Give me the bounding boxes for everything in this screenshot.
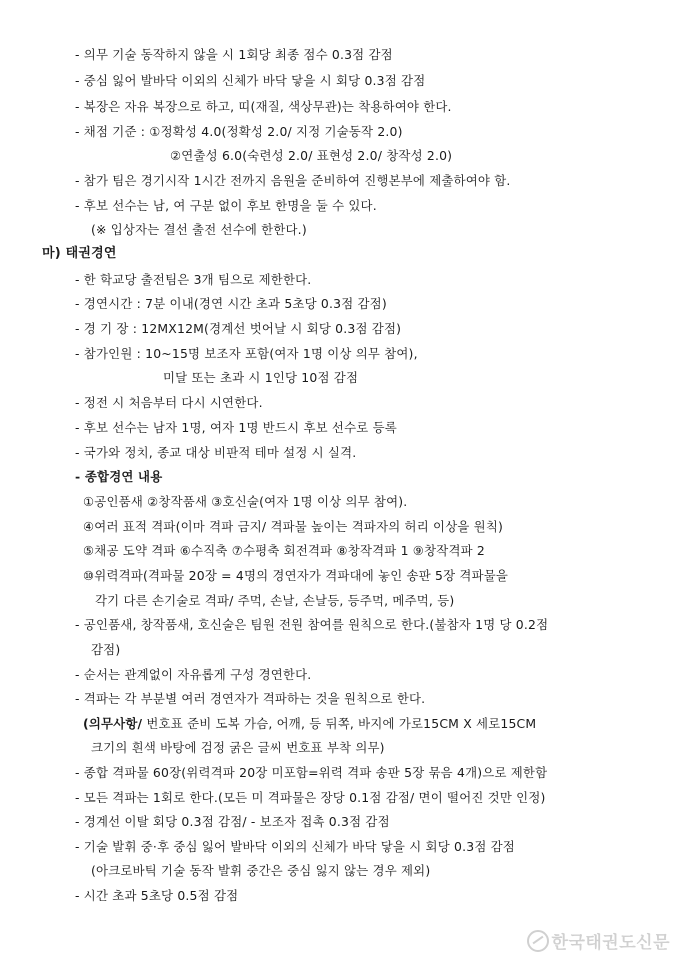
section-heading: 마) 태권경연 (42, 246, 117, 261)
text-line: ④여러 표적 격파(이마 격파 금지/ 격파물 높이는 격파자의 허리 이상을 원칙) (83, 519, 504, 534)
text-line: - 참가인원 : 10~15명 보조자 포함(여자 1명 이상 의무 참여), (75, 346, 418, 361)
text-line: - 정전 시 처음부터 다시 시연한다. (75, 395, 263, 410)
text-line: - 경계선 이탈 회당 0.3점 감점/ - 보조자 접촉 0.3점 감점 (75, 814, 390, 829)
text-line: - 경 기 장 : 12MX12M(경계선 벗어날 시 회당 0.3점 감점) (75, 321, 402, 336)
text-line: - 모든 격파는 1회로 한다.(모든 미 격파물은 장당 0.1점 감점/ 면이 떨어진 것만 인정) (75, 790, 546, 805)
text-line: - 순서는 관계없이 자유롭게 구성 경연한다. (75, 667, 312, 682)
text-line: 감점) (91, 642, 121, 657)
text-line: 크기의 흰색 바탕에 검정 굵은 글씨 번호표 부착 의무) (91, 740, 385, 755)
text-line: ①공인품새 ②창작품새 ③호신술(여자 1명 이상 의무 참여). (83, 494, 408, 509)
text-line: ⑤채공 도약 격파 ⑥수직축 ⑦수평축 회전격파 ⑧창작격파 1 ⑨창작격파 2 (83, 543, 486, 558)
text-line: 각기 다른 손기술로 격파/ 주먹, 손날, 손날등, 등주먹, 메주먹, 등) (95, 593, 455, 608)
text-line: - 국가와 정치, 종교 대상 비판적 테마 설정 시 실격. (75, 445, 357, 460)
text-line: - 중심 잃어 발바닥 이외의 신체가 바닥 닿을 시 회당 0.3점 감점 (75, 73, 426, 88)
text-line: - 한 학교당 출전팀은 3개 팀으로 제한한다. (75, 272, 312, 287)
text-line: - 채점 기준 : ①정확성 4.0(정확성 2.0/ 지정 기술동작 2.0) (75, 124, 403, 139)
text-line: - 후보 선수는 남, 여 구분 없이 후보 한명을 둘 수 있다. (75, 198, 377, 213)
text-line: - 공인품새, 창작품새, 호신술은 팀원 전원 참여를 원칙으로 한다.(불참자 1명 당 0.2점 (75, 617, 549, 632)
text-line: ⑩위력격파(격파물 20장 = 4명의 경연자가 격파대에 놓인 송판 5장 격파물을 (83, 568, 509, 583)
text-line: - 의무 기술 동작하지 않을 시 1회당 최종 점수 0.3점 감점 (75, 47, 393, 62)
text-line: - 참가 팀은 경기시작 1시간 전까지 음원을 준비하여 진행본부에 제출하여야 함. (75, 173, 511, 188)
text-line: - 복장은 자유 복장으로 하고, 띠(재질, 색상무관)는 착용하여야 한다. (75, 99, 452, 114)
mandatory-text: 번호표 준비 도복 가슴, 어깨, 등 뒤쪽, 바지에 가로15CM X 세로15CM (142, 716, 537, 731)
text-line (83, 716, 536, 731)
text-line: ②연출성 6.0(숙련성 2.0/ 표현성 2.0/ 창작성 2.0) (170, 148, 453, 163)
text-line: (아크로바틱 기술 동작 발휘 중간은 중심 잃지 않는 경우 제외) (91, 863, 431, 878)
watermark-text: 한국태권도신문 (551, 933, 670, 953)
text-line: - 시간 초과 5초당 0.5점 감점 (75, 888, 239, 903)
text-line: - 후보 선수는 남자 1명, 여자 1명 반드시 후보 선수로 등록 (75, 420, 397, 435)
newspaper-watermark (527, 928, 670, 953)
text-line: (※ 입상자는 결선 출전 선수에 한한다.) (91, 222, 307, 237)
text-line: - 격파는 각 부분별 여러 경연자가 격파하는 것을 원칙으로 한다. (75, 691, 426, 706)
mandatory-label: (의무사항/ (83, 716, 143, 731)
text-line: 미달 또는 초과 시 1인당 10점 감점 (163, 370, 359, 385)
subsection-heading: - 종합경연 내용 (75, 469, 163, 484)
text-line: - 기술 발휘 중·후 중심 잃어 발바닥 이외의 신체가 바닥 닿을 시 회당 0.3점 감점 (75, 839, 515, 854)
text-line: - 종합 격파물 60장(위력격파 20장 미포함=위력 격파 송판 5장 묶음 4개)으로 제한함 (75, 765, 548, 780)
text-line: - 경연시간 : 7분 이내(경연 시간 초과 5초당 0.3점 감점) (75, 296, 387, 311)
logo-icon (527, 930, 549, 952)
